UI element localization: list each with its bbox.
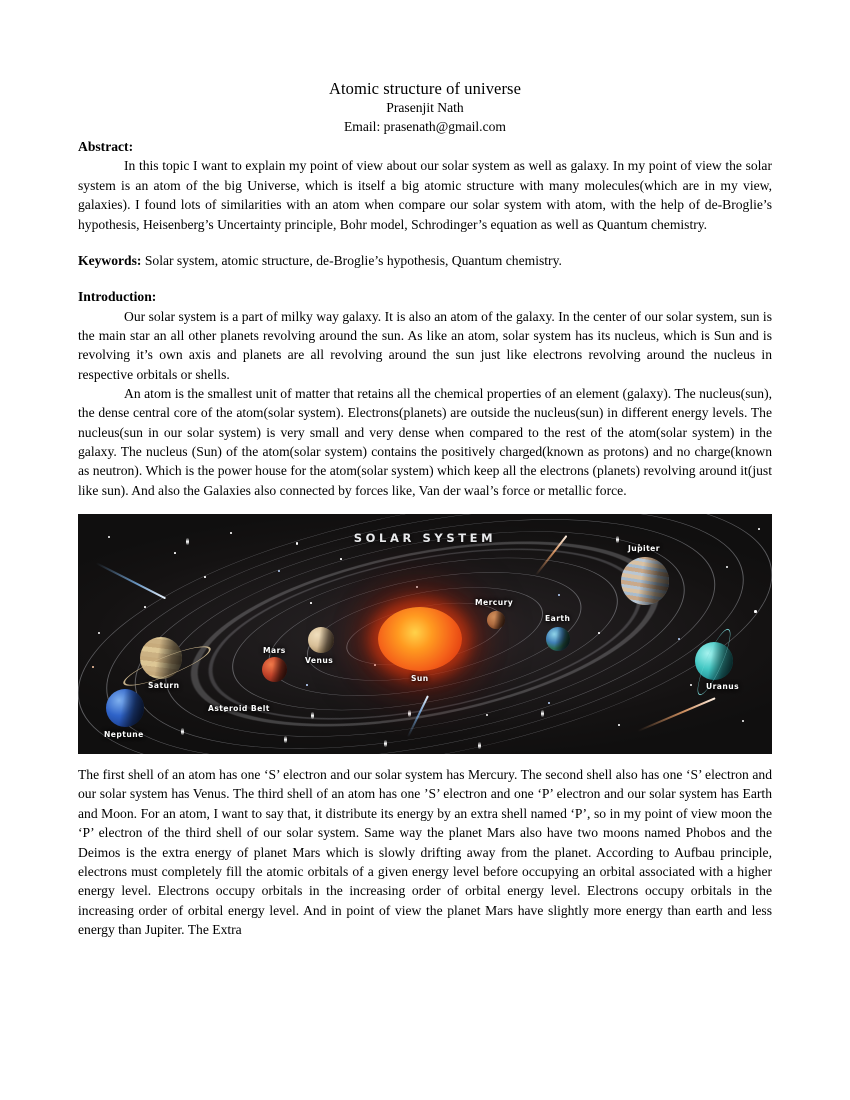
label-earth: Earth: [545, 614, 571, 624]
star-field-dot: [306, 684, 308, 686]
sparkle-star: [408, 710, 411, 717]
solar-system-figure: [78, 514, 772, 754]
planet-mercury: [487, 611, 505, 629]
introduction-heading-label: Introduction: [78, 289, 152, 305]
abstract-heading: [78, 137, 772, 156]
keywords-line: [78, 251, 772, 270]
closing-paragraph: The first shell of an atom has one ‘S’ electron and our solar system has Mercury. The second shell also has one ‘S’ electron and our solar system has Venus. The third shell of an atom has one ’S’ electron and one ‘P’ electron and our solar system has Earth and Moon. For an atom, I want to say that, it distribute its energy by an extra shell named ‘P’, so in my point of view moon the ‘P’ electron of the third shell of our solar system. Same way the planet Mars also have two moons named Phobos and the Deimos is the extra energy of planet Mars which is slowly drifting away from the planet. According to Aufbau principle, electrons must completely fill the atomic orbitals of a given energy level before occupying an orbital associated with a higher energy level. Electrons occupy orbitals in the increasing order of orbital energy level. Electrons occupy orbitals in the increasing order of orbital energy level. And in point of view the planet Mars have slightly more energy than earth and less energy than Jupiter. The Extra: [78, 767, 772, 937]
spacer-after-keywords: [78, 270, 772, 287]
label-uranus: Uranus: [706, 682, 740, 692]
star-field-dot: [174, 552, 176, 554]
spacer-after-abstract: [78, 234, 772, 251]
star-field-dot: [310, 602, 312, 604]
sun-body: [378, 607, 462, 671]
figure-title: SOLAR SYSTEM: [353, 531, 497, 546]
label-mercury: Mercury: [475, 598, 514, 608]
planet-mars: [262, 657, 287, 682]
planet-earth: [546, 627, 570, 651]
page-content: [78, 78, 772, 939]
label-asteroid-belt: Asteroid Belt: [208, 704, 270, 714]
label-saturn: Saturn: [148, 681, 180, 691]
label-venus: Venus: [305, 656, 334, 666]
sparkle-star: [311, 712, 314, 719]
label-sun: Sun: [411, 674, 429, 684]
planet-venus: [308, 627, 334, 653]
star-field-dot: [340, 558, 342, 560]
introduction-heading: [78, 287, 772, 306]
author-email: Email: prasenath@gmail.com: [343, 118, 506, 134]
introduction-paragraph-2: An atom is the smallest unit of matter that retains all the chemical properties of an element (galaxy). The nucleus(sun), the dense central core of the atom(solar system). Electrons(planets) are outside the nucleus(sun) in different energy levels. The nucleus(sun in our solar system) is very small and very dense when compared to the rest of the atom(solar system) in the galaxy. The nucleus (Sun) of the atom(solar system) contains the positively charged(known as protons) and no charge(known as neutron). Which is the power house for the atom(solar system) which keep all the electrons (planets) revolving around it(just like sun). And also the Galaxies also connected by forces like, Van der waal’s force or metallic force.: [78, 385, 772, 498]
planet-neptune: [106, 689, 144, 727]
keywords-label: Keywords: [78, 252, 137, 268]
author-name: Prasenjit Nath: [386, 100, 464, 116]
label-neptune: Neptune: [104, 730, 144, 740]
sparkle-star: [181, 728, 184, 735]
star-field-dot: [374, 664, 376, 666]
spacer-after-figure: [78, 754, 772, 765]
introduction-paragraph-1: Our solar system is a part of milky way galaxy. It is also an atom of the galaxy. In the center of our solar system, sun is the main star an all other planets revolving around the sun. As like an atom, solar system has its nucleus, which is Sun and is revolving it’s own axis and planets are all revolving around the sun just like electrons revolving around the nucleus in respective orbitals or shells.: [78, 308, 772, 382]
sparkle-star: [284, 736, 287, 743]
star-field-dot: [204, 576, 206, 578]
star-field-dot: [618, 724, 620, 726]
label-jupiter: Jupiter: [628, 544, 660, 554]
page-title: Atomic structure of universe: [328, 79, 522, 98]
abstract-paragraph: In this topic I want to explain my point of view about our solar system as well as galaxy. In my point of view the solar system is an atom of the big Universe, which is itself a big atomic structure with many molecules(which are in my view, galaxies). I found lots of similarities with an atom when compare our solar system with atom, with the help of de-Broglie’s hypothesis, Heisenberg’s Uncertainty principle, Bohr model, Schrodinger’s equation as well as Quantum chemistry.: [78, 158, 772, 232]
introduction-heading-colon: :: [151, 289, 157, 305]
sparkle-star: [384, 740, 387, 747]
star-field-dot: [754, 610, 757, 613]
keywords-colon: :: [136, 252, 145, 268]
label-mars: Mars: [263, 646, 286, 656]
planet-jupiter: [621, 557, 669, 605]
keywords-text: Solar system, atomic structure, de-Broglie’s hypothesis, Quantum chemistry.: [144, 252, 562, 268]
sparkle-star: [541, 710, 544, 717]
abstract-heading-label: Abstract: [78, 139, 129, 155]
sparkle-star: [478, 742, 481, 749]
star-field-dot: [758, 528, 760, 530]
star-field-dot: [598, 632, 600, 634]
abstract-heading-colon: :: [128, 139, 134, 155]
star-field-dot: [144, 606, 146, 608]
